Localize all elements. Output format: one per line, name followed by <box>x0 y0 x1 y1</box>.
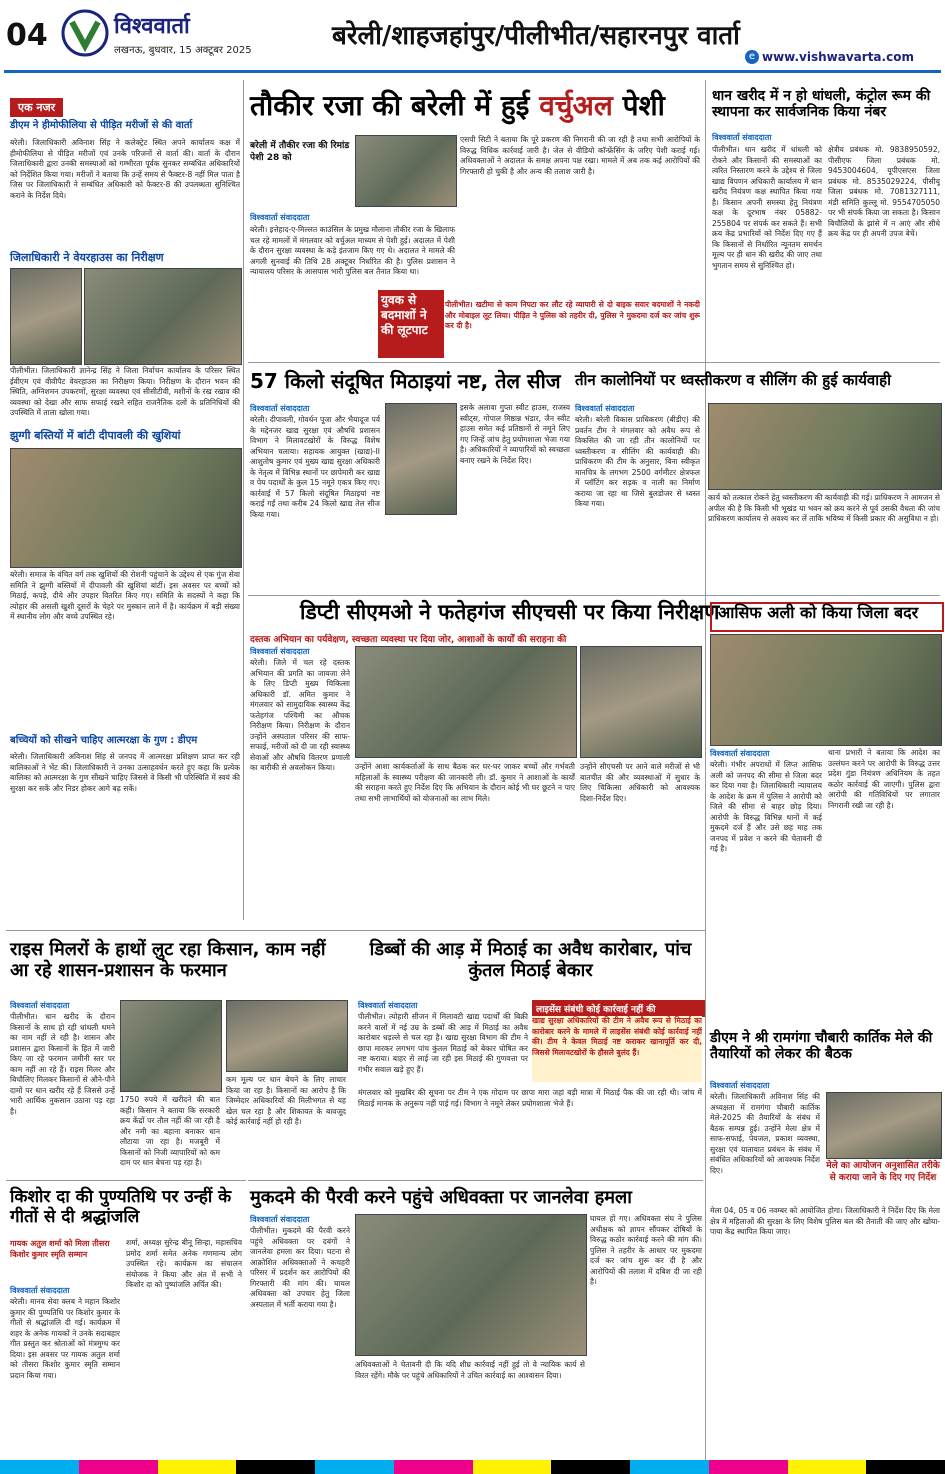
byline: विश्ववार्ता संवाददाता <box>712 133 772 142</box>
ek-nazar-tag: एक नजर <box>10 98 63 117</box>
page-number: 04 <box>6 18 48 53</box>
story-body: बरेली। जिलाधिकारी अविनाश सिंह से जनपद में आत्मरक्षा प्रशिक्षण प्राप्त कर रही बालिकाओं ने भेंट की। जिलाधिकारी ने उनका उत्साहवर्धन करते हुए कहा कि प्रत्येक बालिका को आत्मरक्षा के गुण सीखने चाहिए जिससे वे किसी भी परिस्थिति में स्वयं की सुरक्षा कर सकें और निडर होकर आगे बढ़ सकें। <box>10 752 240 793</box>
asif-body: थाना प्रभारी ने बताया कि आदेश का उल्लंघन करने पर आरोपी के विरुद्ध उत्तर प्रदेश गुंडा नियंत्रण अधिनियम के तहत कठोर कार्रवाई की जाएगी। पुलिस द्वारा आरोपी की गतिविधियों पर लगातार निगरानी रखी जा रही है। <box>828 748 940 810</box>
byline: विश्ववार्ता संवाददाता <box>575 404 635 413</box>
header-rule <box>4 70 941 73</box>
loot-box: युवक से बदमाशों ने की लूटपाट <box>378 290 444 358</box>
ramganga-body: मेला 04, 05 व 06 नवम्बर को आयोजित होगा। जिलाधिकारी ने निर्देश दिए कि मेला क्षेत्र में महिलाओं की सुरक्षा के लिए विशेष पुलिस बल की तैनाती की जाए और खोया-पाया केंद्र स्थापित किया जाए। <box>710 1206 940 1236</box>
ramganga-quote: मेले का आयोजन अनुशासित तरीके से कराया जाने के दिए गए निर्देश <box>826 1161 940 1183</box>
asif-photo <box>710 634 942 746</box>
brand-name: विश्ववार्ता <box>114 14 190 39</box>
advocate-headline: मुकदमे की पैरवी करने पहुंचे अधिवक्ता पर जानलेवा हमला <box>250 1187 632 1208</box>
story-title: डीएम ने हीमोफीलिया से पीड़ित मरीजों से की वार्ता <box>10 120 193 131</box>
kishore-bullet: गायक अतुल शर्मा को मिला तीसरा किशोर कुमार स्मृति सम्मान <box>10 1239 110 1259</box>
byline: विश्ववार्ता संवाददाता <box>250 1215 310 1224</box>
warehouse-photo <box>84 268 242 365</box>
tauqeer-raza-photo <box>355 135 457 207</box>
lead-headline-part: पेशी <box>622 89 665 122</box>
dycmo-body: उन्होंने आशा कार्यकर्ताओं के साथ बैठक कर घर-घर जाकर बच्चों और गर्भवती महिलाओं के स्वास्थ्य परीक्षण की जानकारी ली। डॉ. कुमार ने आशाओं के कार्यों की सराहना करते हुए निर्देश दिए कि अभियान के दौरान कोई भी घर छूटने न पाए तथा सभी लाभार्थियों को योजनाओं का लाभ मिले। <box>355 762 575 803</box>
cmo-inspection-photo <box>580 646 702 758</box>
sweets-headline: 57 किलो संदूषित मिठाइयां नष्ट, तेल सीज <box>250 369 561 393</box>
kishore-body: बरेली। मानव सेवा क्लब ने महान किशोर कुमार की पुण्यतिथि पर किशोर कुमार के गीतों से श्रद्धांजलि दी गई। कार्यक्रम में शहर के अनेक गायकों ने उनके सदाबहार गीत प्रस्तुत कर श्रोताओं को मंत्रमुग्ध कर दिया। इस अवसर पर गायक अतुल शर्मा को तीसरा किशोर कुमार स्मृति सम्मान प्रदान किया गया। <box>10 1297 120 1380</box>
lead-headline-highlight: वर्चुअल <box>539 89 613 122</box>
warehouse-photo <box>10 268 82 365</box>
dycmo-body: बरेली। जिले में चल रहे दस्तक अभियान की प्रगति का जायजा लेने के लिए डिप्टी मुख्य चिकित्सा अधिकारी डॉ. अमित कुमार ने मंगलवार को सामुदायिक स्वास्थ्य केंद्र फतेहगंज पश्चिमी का औचक निरीक्षण किया। निरीक्षण के दौरान उन्होंने अस्पताल परिसर की साफ-सफाई, मरीजों को दी जा रही स्वास्थ्य सेवाओं और औषधि वितरण प्रणाली का बारीकी से अवलोकन किया। <box>250 658 350 772</box>
byline: विश्ववार्ता संवाददाता <box>10 1001 70 1010</box>
column-divider <box>705 80 706 1460</box>
loot-body: पीलीभीत। खटीमा से काम निपटा कर लौट रहे व्यापारी से दो बाइक सवार बदमाशों ने नकदी और मोबाइल लूट लिया। पीड़ित ने पुलिस को तहरीर दी, पुलिस ने मुकदमा दर्ज कर जांच शुरू कर दी है। <box>445 300 700 330</box>
sweets-photo <box>385 403 457 515</box>
kishore-body: शर्मा, अध्यक्ष सुरेन्द्र बीनू सिन्हा, महासचिव प्रमोद शर्मा समेत अनेक गणमान्य लोग उपस्थित रहे। कार्यक्रम का संचालन संयोजक ने किया और अंत में सभी ने किशोर दा को पुष्पांजलि अर्पित की। <box>126 1238 242 1289</box>
advocate-protest-photo <box>355 1214 587 1356</box>
demolition-photo <box>708 403 942 490</box>
byline: विश्ववार्ता संवाददाता <box>250 213 310 222</box>
row-divider <box>6 1180 246 1181</box>
website-link[interactable]: www.vishwavarta.com <box>762 50 914 64</box>
story-title: जिलाधिकारी ने वेयरहाउस का निरीक्षण <box>10 251 164 264</box>
sweets-body: इसके अलावा गुप्ता स्वीट हाउस, राजस्व स्वीट्स, गोपाल मिष्ठान्न भंडार, जैन स्वीट हाउस समेत कई प्रतिष्ठानों से नमूने लिए गए जिन्हें जांच हेतु प्रयोगशाला भेजा गया है। अधिकारियों ने व्यापारियों को स्वच्छता बनाए रखने के निर्देश दिए। <box>460 403 570 465</box>
row-divider <box>248 362 940 363</box>
advocate-body: अधिवक्ताओं ने चेतावनी दी कि यदि शीघ्र कार्रवाई नहीं हुई तो वे न्यायिक कार्य से विरत रहेंगे। मौके पर पहुंचे अधिकारियों ने उचित कार्रवाई का आश्वासन दिया। <box>355 1360 585 1380</box>
byline: विश्ववार्ता संवाददाता <box>710 749 770 758</box>
date-line: लखनऊ, बुधवार, 15 अक्टूबर 2025 <box>114 45 252 56</box>
dibbe-red-tag: लाइसेंस संबंधी कोई कार्रवाई नहीं की <box>532 1000 705 1017</box>
row-divider <box>6 930 706 931</box>
colonies-body: बरेली। बरेली विकास प्राधिकरण (बीडीए) की प्रवर्तन टीम ने मंगलवार को अवैध रूप से विकसित की जा रही तीन कालोनियों पर ध्वस्तीकरण व सीलिंग की कार्यवाही की। प्राधिकरण की टीम के अनुसार, बिना स्वीकृत मानचित्र के लगभग 2500 वर्गमीटर क्षेत्रफल में प्लॉटिंग कर सड़क व नाली का निर्माण कराया जा रहा था जिसे बुलडोजर से ध्वस्त किया गया। <box>575 415 700 508</box>
sweets-body: बरेली। दीपावली, गोवर्धन पूजा और भैयादूज पर्व के मद्देनजर खाद्य सुरक्षा एवं औषधि प्रशासन विभाग ने मिलावटखोरों के विरुद्ध विशेष अभियान चलाया। सहायक आयुक्त (खाद्य)-II आशुतोष कुमार एवं मुख्य खाद्य सुरक्षा अधिकारी के नेतृत्व में विभिन्न स्थानों पर छापेमारी कर खाद्य व पेय पदार्थों के कुल 15 नमूने एकत्र किए गए। कार्रवाई में 57 किलो संदूषित मिठाइयां नष्ट कराई गईं तथा करीब 24 किलो खाद्य तेल सीज किया गया। <box>250 415 380 519</box>
dibbe-body: पीलीभीत। त्योहारी सीजन में मिलावटी खाद्य पदार्थों की बिक्री करने वालों में नई उम्र के डब्बों की आड़ में मिठाई का अवैध कारोबार धड़ल्ले से चल रहा है। खाद्य सुरक्षा विभाग की टीम ने छापा मारकर लगभग पांच कुंतल मिठाई को बेकार घोषित कर नष्ट कराया। बाहर से लाई जा रही इस मिठाई की गुणवत्ता पर गंभीर सवाल खड़े हुए हैं। <box>358 1012 528 1074</box>
slum-event-photo <box>10 448 242 568</box>
rice-body: कम मूल्य पर धान बेचने के लिए लाचार किया जा रहा है। किसानों का आरोप है कि जिम्मेदार अधिकारियों की मिलीभगत से यह खेल चल रहा है और शिकायत के बावजूद कोई कार्रवाई नहीं हो रही है। <box>226 1075 346 1126</box>
advocate-body: पीलीभीत। मुकदमे की पैरवी करने पहुंचे अधिवक्ता पर दबंगों ने जानलेवा हमला कर दिया। घटना से आक्रोशित अधिवक्ताओं ने कचहरी परिसर में प्रदर्शन कर आरोपियों की गिरफ्तारी की मांग की। घायल अधिवक्ता को उपचार हेतु जिला अस्पताल में भर्ती कराया गया है। <box>250 1226 350 1309</box>
rice-body: 1750 रुपये में खरीदने की बात कही। किसान ने बताया कि सरकारी क्रय केंद्रों पर तौल नहीं की जा रही है और नमी का बहाना बनाकर धान लौटाया जा रहा है। मजबूरी में किसानों को निजी व्यापारियों को कम दाम पर धान बेचना पड़ रहा है। <box>120 1095 220 1167</box>
dycmo-body: उन्होंने सीएचसी पर आने वाले मरीजों से भी बातचीत की और व्यवस्थाओं में सुधार के लिए चिकित्सा अधिकारी को आवश्यक दिशा-निर्देश दिए। <box>580 762 700 803</box>
farmer-photo <box>226 1000 348 1072</box>
lead-headline-part: तौकीर रजा की बरेली में हुई <box>250 89 530 122</box>
story-body: बरेली। समाज के वंचित वर्ग तक खुशियों की रोशनी पहुंचाने के उद्देश्य से एक गुंज सेवा समिति ने झुग्गी बस्तियों में दीपावली की खुशियां बांटीं। इस अवसर पर बच्चों को मिठाई, कपड़े, दीये और उपहार वितरित किए गए। समिति के सदस्यों ने कहा कि त्योहार की असली खुशी दूसरों के चेहरे पर मुस्कान लाने में है। कार्यक्रम में बड़ी संख्या में स्थानीय लोग और बच्चे उपस्थित रहे। <box>10 570 240 621</box>
dhan-body: क्षेत्रीय प्रबंधक मो. 9838950592, पीसीएफ जिला प्रबंधक मो. 9453004604, यूपीएसएस जिला प्रबंधक मो. 8535029224, पीसीयू जिला प्रबंधक मो. 7081327111, मंडी समिति कुल्लू मो. 9554705050 पर भी संपर्क किया जा सकता है। किसान बिचौलियों के झांसे में न आएं और सीधे क्रय केंद्र पर ही अपनी उपज बेचें। <box>828 145 940 238</box>
byline: विश्ववार्ता संवाददाता <box>358 1001 418 1010</box>
row-divider <box>248 595 940 596</box>
dhan-headline: धान खरीद में न हो धांधली, कंट्रोल रूम की स्थापना कर सार्वजनिक किया नंबर <box>712 88 931 121</box>
globe-icon: e <box>745 50 759 64</box>
byline: विश्ववार्ता संवाददाता <box>250 404 310 413</box>
dycmo-subhead: दस्तक अभियान का पर्यवेक्षण, स्वच्छता व्यवस्था पर दिया जोर, आशाओं के कार्यों की सराहना की <box>250 635 567 645</box>
meeting-photo <box>826 1092 942 1159</box>
cmo-inspection-photo <box>355 646 577 758</box>
colonies-headline: तीन कालोनियों पर ध्वस्तीकरण व सीलिंग की हुई कार्यवाही <box>575 371 891 389</box>
column-divider <box>243 80 244 920</box>
brand-logo <box>60 8 110 58</box>
lead-bullet: बरेली में तौकीर रजा की रिमांड पेशी 28 को <box>250 141 350 163</box>
paddy-photo <box>120 1000 222 1092</box>
lead-headline <box>250 90 665 122</box>
rice-headline: राइस मिलरों के हाथों लुट रहा किसान, काम नहीं आ रहे शासन-प्रशासन के फरमान <box>10 939 326 981</box>
dhan-body: पीलीभीत। धान खरीद में धांधली को रोकने और किसानों की समस्याओं का त्वरित निस्तारण करने के उद्देश्य से जिला खाद्य विपणन अधिकारी कार्यालय में धान खरीद नियंत्रण कक्ष स्थापित किया गया है। किसान अपनी समस्या हेतु नियंत्रण कक्ष के दूरभाष नंबर 05882-255804 पर संपर्क कर सकते हैं। सभी क्रय केंद्र प्रभारियों को निर्देश दिए गए हैं कि किसानों से निर्धारित न्यूनतम समर्थन मूल्य पर ही धान की खरीद की जाए तथा भुगतान समय से सुनिश्चित हो। <box>712 145 822 270</box>
byline: विश्ववार्ता संवाददाता <box>710 1081 770 1090</box>
dycmo-headline: डिप्टी सीएमओ ने फतेहगंज सीएचसी पर किया निरीक्षण <box>300 600 720 624</box>
dibbe-headline: डिब्बों की आड़ में मिठाई का अवैध कारोबार, पांच कुंतल मिठाई बेकार <box>369 939 692 981</box>
story-title: झुग्गी बस्तियों में बांटी दीपावली की खुशियां <box>10 429 181 442</box>
ramganga-body: बरेली। जिलाधिकारी अविनाश सिंह की अध्यक्षता में रामगंगा चौबारी कार्तिक मेले-2025 की तैयारियों के संबंध में बैठक सम्पन्न हुई। उन्होंने मेला क्षेत्र में साफ-सफाई, पेयजल, प्रकाश व्यवस्था, सुरक्षा एवं यातायात प्रबंधन के संबंध में संबंधित अधिकारियों को आवश्यक निर्देश दिए। <box>710 1092 820 1175</box>
lead-body: बरेली। इत्तेहाद-ए-मिल्लत काउंसिल के प्रमुख मौलाना तौकीर रजा के खिलाफ चल रहे मामलों में मंगलवार को वर्चुअल माध्यम से पेशी हुई। अदालत में पेशी के दौरान सुरक्षा व्यवस्था के कड़े इंतजाम किए गए थे। अदालत ने मामले की अगली सुनवाई की तिथि 28 अक्टूबर निर्धारित की है। पुलिस प्रशासन ने न्यायालय परिसर के आसपास भारी पुलिस बल तैनात किया था। <box>250 225 455 276</box>
story-title: बच्चियों को सीखने चाहिए आत्मरक्षा के गुण : डीएम <box>10 735 198 746</box>
dibbe-body: मंगलवार को मुखबिर की सूचना पर टीम ने एक गोदाम पर छापा मारा जहां बड़ी मात्रा में मिठाई पैक की जा रही थी। जांच में मिठाई मानक के अनुरूप नहीं पाई गई। विभाग ने नमूने लेकर प्रयोगशाला भेजे हैं। <box>358 1088 702 1108</box>
rice-body: पीलीभीत। धान खरीद के दौरान किसानों के साथ हो रही धांधली थमने का नाम नहीं ले रही है। शासन और प्रशासन द्वारा किसानों के हित में जारी किए जा रहे फरमान जमीनी स्तर पर काम नहीं आ रहे हैं। राइस मिलर और बिचौलिए मिलकर किसानों से औने-पौने दामों पर धान खरीद रहे हैं जिससे उन्हें भारी आर्थिक नुकसान उठाना पड़ रहा है। <box>10 1012 115 1116</box>
asif-headline: आसिफ अली को किया जिला बदर <box>718 603 919 622</box>
section-title: बरेली/शाहजहांपुर/पीलीभीत/सहारनपुर वार्ता <box>332 21 740 51</box>
row-divider <box>248 1180 703 1181</box>
byline: विश्ववार्ता संवाददाता <box>250 647 310 656</box>
story-body: पीलीभीत। जिलाधिकारी ज्ञानेन्द्र सिंह ने जिला निर्वाचन कार्यालय के परिसर स्थित ईवीएम एवं वीवीपैट वेयरहाउस का निरीक्षण किया। निरीक्षण के दौरान भवन की स्थिति, अग्निशमन उपकरणों, सुरक्षा व्यवस्था एवं सीसीटीवी, मशीनों के रख रखाव की व्यवस्था को देखा और साफ सफाई रखने सहित राजनैतिक दलों के प्रतिनिधियों की उपस्थिति में ताला खोला गया। <box>10 366 240 417</box>
kishore-headline: किशोर दा की पुण्यतिथि पर उन्हीं के गीतों से दी श्रद्धांजलि <box>10 1187 232 1227</box>
byline: विश्ववार्ता संवाददाता <box>10 1286 70 1295</box>
dibbe-highlight: खाद्य सुरक्षा अधिकारियों की टीम ने अवैध रूप से मिठाई का कारोबार करने के मामले में लाइसेंस संबंधी कोई कार्रवाई नहीं की। टीम ने केवल मिठाई नष्ट कराकर खानापूर्ति कर दी, जिससे मिलावटखोरों के हौसले बुलंद हैं। <box>532 1016 702 1082</box>
asif-body: बरेली। गंभीर अपराधों में लिप्त आसिफ अली को जनपद की सीमा से जिला बदर कर दिया गया है। जिलाधिकारी न्यायालय के आदेश के क्रम में पुलिस ने आरोपी को जिले की सीमा से बाहर छोड़ दिया। आरोपी के विरुद्ध विभिन्न थानों में कई मुकदमे दर्ज हैं और उसे छह माह तक जनपद में प्रवेश न करने की चेतावनी दी गई है। <box>710 760 822 853</box>
lead-body: एसपी सिटी ने बताया कि पूरे प्रकरण की निगरानी की जा रही है तथा सभी आरोपियों के विरुद्ध विधिक कार्रवाई जारी है। जेल से वीडियो कॉन्फ्रेंसिंग के जरिए पेशी कराई गई। अधिवक्ताओं ने अदालत के समक्ष अपना पक्ष रखा। मामले में अब तक कई आरोपियों की गिरफ्तारी हो चुकी है और अन्य की तलाश जारी है। <box>460 135 700 176</box>
colonies-body: कार्य को तत्काल रोकने हेतु ध्वस्तीकरण की कार्यवाही की गई। प्राधिकरण ने आमजन से अपील की है कि किसी भी भूखंड या भवन को क्रय करने से पूर्व उसकी वैधता की जांच प्राधिकरण कार्यालय से अवश्य कर लें ताकि भविष्य में किसी प्रकार की असुविधा न हो। <box>708 493 940 523</box>
print-color-bar <box>0 1460 945 1474</box>
story-body: बरेली। जिलाधिकारी अविनाश सिंह ने कलेक्ट्रेट स्थित अपने कार्यालय कक्ष में हीमोफीलिया से पीड़ित मरीजों एवं उनके परिजनों से वार्ता की। वार्ता के दौरान जिलाधिकारी द्वारा उनकी समस्याओं को गम्भीरता पूर्वक सुनकर सम्बंधित अधिकारियों को निर्देशित किया गया। मरीजों ने बताया कि उन्हें समय से फैक्टर-8 नहीं मिल पाता है जिस पर जिलाधिकारी ने सम्बंधित अधिकारी को फैक्टर-8 की उपलब्धता सुनिश्चित कराने के निर्देश दिये। <box>10 138 240 200</box>
ramganga-headline: डीएम ने श्री रामगंगा चौबारी कार्तिक मेले की तैयारियों को लेकर की बैठक <box>710 1030 933 1063</box>
advocate-body: घायल हो गए। अधिवक्ता संघ ने पुलिस अधीक्षक को ज्ञापन सौंपकर दोषियों के विरुद्ध कठोर कार्रवाई करने की मांग की। पुलिस ने तहरीर के आधार पर मुकदमा दर्ज कर जांच शुरू कर दी है और आरोपियों की तलाश में दबिश दी जा रही है। <box>590 1214 702 1286</box>
